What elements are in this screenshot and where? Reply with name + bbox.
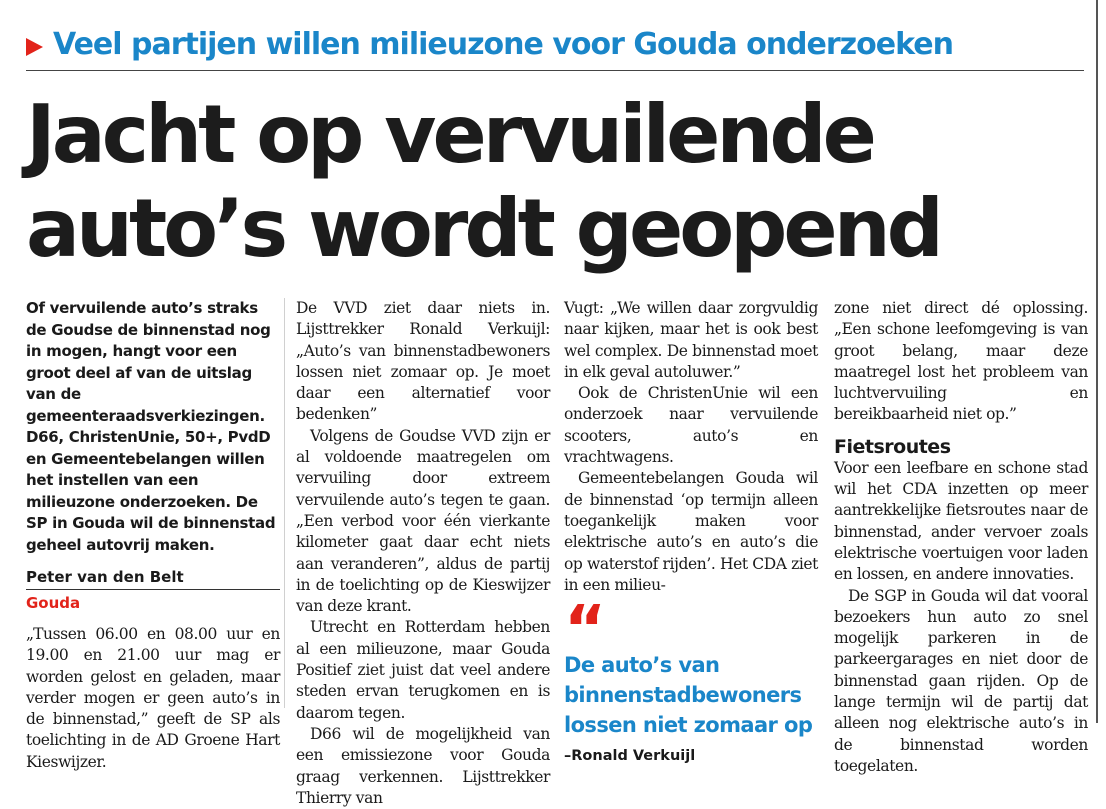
body-paragraph: Vugt: „We willen daar zorgvuldig naar kijken, maar het is ook best wel complex. De binnenstad moet in elk geval autoluwer.” (564, 299, 818, 381)
body-paragraph: Gemeentebelangen Gouda wil de binnenstad ‘op termijn alleen toegankelijk maken voor elektrische auto’s en auto’s die op waterstof rijden’. Het CDA ziet in een milieu- (564, 469, 818, 594)
red-triangle-icon (26, 38, 43, 56)
dateline-location: Gouda (26, 594, 81, 612)
body-paragraph: De SGP in Gouda wil dat vooral bezoekers hun auto zo snel mogelijk parkeren in de parkeergarages en niet door de binnenstad gaan rijden. Op de lange termijn wil de partij dat alleen nog elektrische auto’s in de binnenstad worden toegelaten. (834, 586, 1088, 775)
headline-line-1: Jacht op vervuilende (26, 88, 873, 181)
column-4 (834, 298, 1088, 777)
kicker-divider (26, 70, 1084, 71)
kicker (26, 22, 1086, 66)
page-edge-rule (1096, 0, 1098, 723)
body-paragraph: Utrecht en Rotterdam hebben al een milieuzone, maar Gouda Positief ziet juist dat veel andere steden ervan terugkomen en is daarom tegen. (296, 618, 550, 722)
column-divider (284, 298, 285, 708)
body-paragraph: zone niet direct dé oplossing. „Een schone leefomgeving is van groot belang, maar deze maatregel lost het probleem van luchtvervuiling en bereikbaarheid niet op.” (834, 299, 1088, 424)
body-paragraph: „Tussen 06.00 en 08.00 uur en 19.00 en 21.00 uur mag er worden gelost en geladen, maar verder mogen er geen auto’s in de binnenstad,” geeft de SP als toelichting in de AD Groene Hart Kieswijzer. (26, 625, 280, 771)
body-paragraph: Voor een leefbare en schone stad wil het CDA inzetten op meer aantrekkelijke fietsroutes naar de binnenstad, ander vervoer zoals elektrische voertuigen voor laden en lossen, en andere innovaties. (834, 458, 1088, 584)
body-paragraph: D66 wil de mogelijkheid van een emissiezone voor Gouda graag verkennen. Lijsttrekker Thierry van (296, 724, 550, 807)
intro-paragraph: Of vervuilende auto’s straks de Goudse de binnenstad nog in mogen, hangt voor een groot deel af van de uitslag van de gemeenteraadsverkiezingen. D66, ChristenUnie, 50+, PvdD en Gemeentebelangen willen het instellen van een milieuzone onderzoeken. De SP in Gouda wil de binnenstad geheel autovrij maken. (26, 299, 276, 554)
column-1 (26, 298, 280, 773)
pull-quote-line-3: lossen niet zomaar op (564, 713, 813, 738)
pull-quote-author: –Ronald Verkuijl (564, 748, 696, 765)
column-3 (564, 298, 818, 764)
subheading: Fietsroutes (834, 435, 951, 458)
headline (26, 88, 1086, 276)
column-2 (296, 298, 550, 809)
body-paragraph: De VVD ziet daar niets in. Lijsttrekker Ronald Verkuijl: „Auto’s van binnenstadbewoners lossen niet zomaar op. Je moet daar een alternatief voor bedenken” (296, 299, 550, 424)
headline-line-2: auto’s wordt geopend (26, 182, 940, 275)
body-paragraph: Volgens de Goudse VVD zijn er al voldoende maatregelen om vervuiling door extreem vervuilende auto’s tegen te gaan. „Een verbod voor één vierkante kilometer gaat daar echt niets aan veranderen”, aldus de partij in de toelichting op de Kieswijzer van deze krant. (296, 426, 550, 616)
byline: Peter van den Belt (26, 568, 280, 590)
kicker-text: Veel partijen willen milieuzone voor Gouda onderzoeken (53, 26, 953, 62)
pull-quote-line-2: binnenstadbewoners (564, 683, 802, 708)
body-paragraph: Ook de ChristenUnie wil een onderzoek naar vervuilende scooters, auto’s en vrachtwagens. (564, 384, 818, 467)
quotation-mark-icon: “ (564, 593, 601, 668)
pull-quote-line-1: De auto’s van (564, 653, 720, 678)
pull-quote (564, 650, 818, 740)
